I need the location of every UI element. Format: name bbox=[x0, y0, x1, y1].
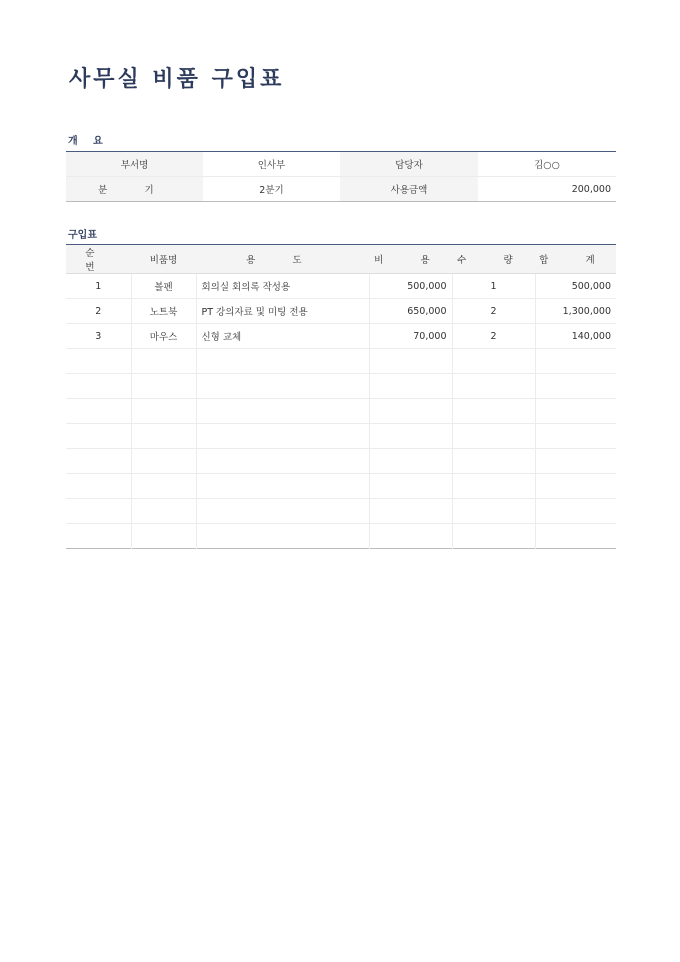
manager-value: 김○○ bbox=[478, 152, 616, 177]
col-header-no: 순 번 bbox=[66, 245, 131, 274]
empty-cell bbox=[535, 499, 616, 524]
empty-cell bbox=[196, 449, 369, 474]
empty-cell bbox=[196, 499, 369, 524]
row-no: 1 bbox=[66, 274, 131, 299]
empty-cell bbox=[66, 399, 131, 424]
empty-cell bbox=[131, 449, 196, 474]
empty-cell bbox=[452, 374, 535, 399]
col-header-use: 용 도 bbox=[196, 245, 369, 274]
empty-cell bbox=[131, 374, 196, 399]
empty-cell bbox=[131, 499, 196, 524]
purchase-heading: 구입표 bbox=[68, 230, 97, 241]
empty-cell bbox=[535, 349, 616, 374]
empty-cell bbox=[196, 399, 369, 424]
col-header-cost: 비 용 bbox=[369, 245, 452, 274]
quarter-label: 분 기 bbox=[66, 177, 203, 202]
amount-value: 200,000 bbox=[571, 183, 611, 195]
empty-cell bbox=[535, 374, 616, 399]
col-header-qty: 수 량 bbox=[452, 245, 535, 274]
empty-cell bbox=[452, 474, 535, 499]
empty-cell bbox=[535, 474, 616, 499]
empty-table-row bbox=[66, 499, 616, 524]
empty-cell bbox=[66, 499, 131, 524]
empty-cell bbox=[66, 524, 131, 549]
empty-cell bbox=[452, 399, 535, 424]
empty-cell bbox=[196, 524, 369, 549]
empty-cell bbox=[131, 349, 196, 374]
purchase-table-body bbox=[66, 274, 616, 549]
empty-cell bbox=[369, 349, 452, 374]
empty-cell bbox=[369, 374, 452, 399]
row-qty: 1 bbox=[452, 274, 535, 299]
empty-cell bbox=[535, 449, 616, 474]
overview-row bbox=[66, 152, 616, 177]
empty-cell bbox=[131, 524, 196, 549]
department-label: 부서명 bbox=[66, 152, 203, 177]
empty-table-row bbox=[66, 424, 616, 449]
empty-cell bbox=[369, 524, 452, 549]
row-use: PT 강의자료 및 미팅 전용 bbox=[196, 299, 369, 324]
empty-cell bbox=[452, 424, 535, 449]
empty-cell bbox=[131, 399, 196, 424]
empty-cell bbox=[66, 449, 131, 474]
empty-cell bbox=[452, 449, 535, 474]
empty-cell bbox=[369, 499, 452, 524]
empty-table-row bbox=[66, 399, 616, 424]
empty-cell bbox=[452, 499, 535, 524]
quarter-value: 2분기 bbox=[259, 185, 284, 196]
purchase-table bbox=[66, 244, 616, 549]
purchase-header-row bbox=[66, 245, 616, 274]
empty-table-row bbox=[66, 374, 616, 399]
empty-cell bbox=[369, 399, 452, 424]
row-total: 140,000 bbox=[535, 324, 616, 349]
empty-cell bbox=[196, 424, 369, 449]
empty-cell bbox=[66, 424, 131, 449]
empty-cell bbox=[131, 474, 196, 499]
col-header-total: 합 계 bbox=[535, 245, 616, 274]
row-item: 노트북 bbox=[131, 299, 196, 324]
row-cost: 650,000 bbox=[369, 299, 452, 324]
row-item: 볼펜 bbox=[131, 274, 196, 299]
overview-table bbox=[66, 151, 616, 202]
empty-cell bbox=[196, 349, 369, 374]
empty-cell bbox=[66, 374, 131, 399]
page-title: 사무실 비품 구입표 bbox=[69, 67, 285, 92]
row-use: 회의실 회의록 작성용 bbox=[196, 274, 369, 299]
empty-cell bbox=[452, 349, 535, 374]
empty-cell bbox=[452, 524, 535, 549]
row-total: 500,000 bbox=[535, 274, 616, 299]
col-header-item: 비품명 bbox=[131, 245, 196, 274]
empty-table-row bbox=[66, 349, 616, 374]
empty-table-row bbox=[66, 474, 616, 499]
empty-table-row bbox=[66, 524, 616, 549]
empty-cell bbox=[66, 474, 131, 499]
row-cost: 500,000 bbox=[369, 274, 452, 299]
empty-table-row bbox=[66, 449, 616, 474]
row-no: 3 bbox=[66, 324, 131, 349]
table-row bbox=[66, 299, 616, 324]
empty-cell bbox=[369, 449, 452, 474]
empty-cell bbox=[369, 424, 452, 449]
row-total: 1,300,000 bbox=[535, 299, 616, 324]
row-cost: 70,000 bbox=[369, 324, 452, 349]
row-qty: 2 bbox=[452, 324, 535, 349]
row-item: 마우스 bbox=[131, 324, 196, 349]
empty-cell bbox=[131, 424, 196, 449]
row-qty: 2 bbox=[452, 299, 535, 324]
empty-cell bbox=[66, 349, 131, 374]
row-no: 2 bbox=[66, 299, 131, 324]
manager-label: 담당자 bbox=[340, 152, 478, 177]
empty-cell bbox=[369, 474, 452, 499]
empty-cell bbox=[196, 474, 369, 499]
table-row bbox=[66, 324, 616, 349]
amount-label: 사용금액 bbox=[340, 177, 478, 202]
empty-cell bbox=[535, 399, 616, 424]
table-row bbox=[66, 274, 616, 299]
overview-row bbox=[66, 177, 616, 202]
empty-cell bbox=[535, 524, 616, 549]
empty-cell bbox=[535, 424, 616, 449]
empty-cell bbox=[196, 374, 369, 399]
overview-heading: 개 요 bbox=[68, 136, 109, 147]
department-value: 인사부 bbox=[203, 152, 340, 177]
row-use: 신형 교체 bbox=[196, 324, 369, 349]
